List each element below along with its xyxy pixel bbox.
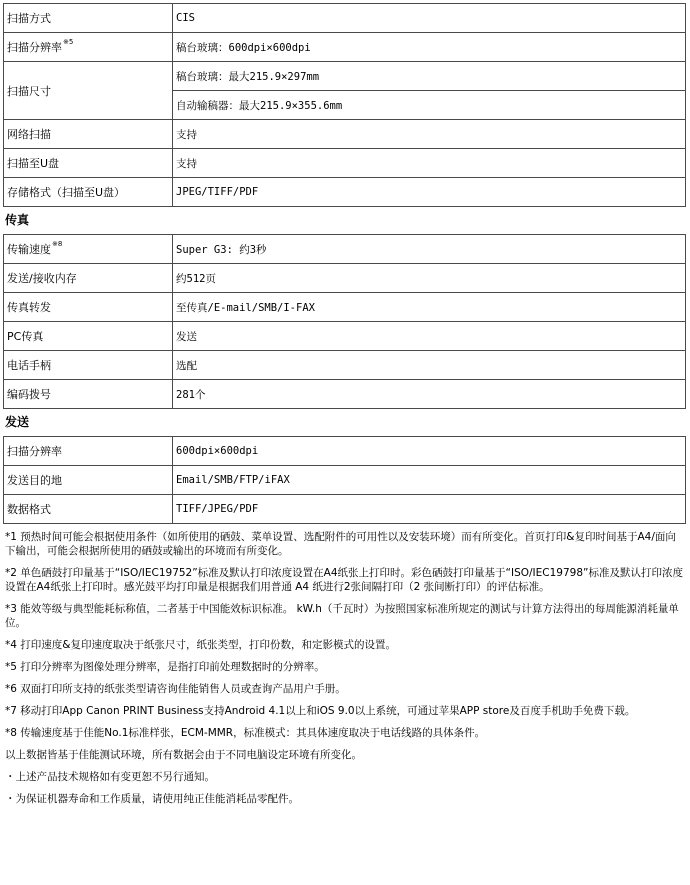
- spec-key-text: 扫描方式: [7, 12, 51, 25]
- table-row: [4, 264, 686, 293]
- spec-key-text: 传真转发: [7, 301, 51, 314]
- spec-key: [4, 495, 173, 524]
- spec-value: 281个: [173, 380, 686, 409]
- spec-key-text: 传输速度: [7, 243, 51, 256]
- table-row: [4, 178, 686, 207]
- table-row: [4, 322, 686, 351]
- spec-value: 约512页: [173, 264, 686, 293]
- disclaimer: 以上数据皆基于佳能测试环境，所有数据会由于不同电脑设定环境有所变化。: [5, 749, 362, 761]
- spec-key: [4, 33, 173, 62]
- spec-value: 发送: [173, 322, 686, 351]
- spec-key: [4, 235, 173, 264]
- spec-value: JPEG/TIFF/PDF: [173, 178, 686, 207]
- table-row: [4, 33, 686, 62]
- scan-spec-table: [3, 3, 686, 207]
- spec-key-text: 编码拨号: [7, 388, 51, 401]
- footnote: *6 双面打印所支持的纸张类型请咨询佳能销售人员或查询产品用户手册。: [5, 683, 346, 695]
- table-row: [4, 235, 686, 264]
- spec-value: 稿台玻璃：最大215.9×297mm: [173, 62, 686, 91]
- spec-key: [4, 178, 173, 207]
- spec-value: 支持: [173, 149, 686, 178]
- spec-key-text: PC传真: [7, 330, 44, 343]
- spec-value: 至传真/E-mail/SMB/I-FAX: [173, 293, 686, 322]
- bullet-note: ・上述产品技术规格如有变更恕不另行通知。: [5, 771, 215, 783]
- table-row: [4, 62, 686, 91]
- footnote: *7 移动打印App Canon PRINT Business支持Android 4.1以上和iOS 9.0以上系统，可通过苹果APP store及百度手机助手免费下载。: [5, 705, 636, 717]
- table-row: [4, 293, 686, 322]
- spec-value: Email/SMB/FTP/iFAX: [173, 466, 686, 495]
- spec-value: 选配: [173, 351, 686, 380]
- footnote: *8 传输速度基于佳能No.1标准样张，ECM-MMR，标准模式：其具体速度取决于电话线路的具体条件。: [5, 727, 486, 739]
- table-row: [4, 149, 686, 178]
- spec-key: [4, 120, 173, 149]
- spec-value: Super G3: 约3秒: [173, 235, 686, 264]
- table-row: [4, 437, 686, 466]
- spec-key: [4, 351, 173, 380]
- spec-key-text: 网络扫描: [7, 128, 51, 141]
- spec-value: CIS: [173, 4, 686, 33]
- table-row: [4, 351, 686, 380]
- footnote-mark: ※8: [52, 240, 63, 248]
- spec-page: [3, 3, 686, 814]
- table-row: [4, 495, 686, 524]
- footnote: *3 能效等级与典型能耗标称值，二者基于中国能效标识标准。 kW.h（千瓦时）为按照国家标准所规定的测试与计算方法得出的每周能源消耗量单位。: [5, 603, 679, 629]
- spec-key-text: 发送/接收内存: [7, 272, 77, 285]
- fax-spec-table: [3, 234, 686, 409]
- table-row: [4, 380, 686, 409]
- table-row: [4, 466, 686, 495]
- spec-key: [4, 62, 173, 120]
- section-title-fax: 传真: [5, 213, 30, 227]
- spec-key: [4, 322, 173, 351]
- spec-key: [4, 293, 173, 322]
- table-row: [4, 120, 686, 149]
- footnote: *4 打印速度&复印速度取决于纸张尺寸，纸张类型，打印份数，和定影模式的设置。: [5, 639, 396, 651]
- spec-key-text: 扫描分辨率: [7, 445, 62, 458]
- spec-key-text: 存储格式（扫描至U盘）: [7, 186, 126, 199]
- section-title-send: 发送: [5, 415, 30, 429]
- spec-key: [4, 437, 173, 466]
- spec-value: TIFF/JPEG/PDF: [173, 495, 686, 524]
- spec-key: [4, 466, 173, 495]
- spec-key-text: 数据格式: [7, 503, 51, 516]
- footnote: *2 单色硒鼓打印量基于“ISO/IEC19752”标准及默认打印浓度设置在A4纸张上打印时。彩色硒鼓打印量基于“ISO/IEC19798”标准及默认打印浓度设置在A4纸张上打印时。感光鼓平均打印量是根据我们用普通 A4 纸进行2张间隔打印（2 张间断打印）的评估标准。: [5, 567, 683, 593]
- spec-key-text: 扫描分辨率: [7, 41, 62, 54]
- footnote-mark: ※5: [63, 38, 74, 46]
- spec-key-text: 扫描尺寸: [7, 84, 51, 98]
- table-row: [4, 4, 686, 33]
- footnote: *5 打印分辨率为图像处理分辨率，是指打印前处理数据时的分辨率。: [5, 661, 325, 673]
- spec-key-text: 扫描至U盘: [7, 157, 60, 170]
- spec-key: [4, 149, 173, 178]
- bullet-note: ・为保证机器寿命和工作质量，请使用纯正佳能消耗品零配件。: [5, 793, 299, 805]
- spec-value: 自动输稿器：最大215.9×355.6mm: [173, 91, 686, 120]
- footnote: *1 预热时间可能会根据使用条件（如所使用的硒鼓、菜单设置、选配附件的可用性以及安装环境）而有所变化。首页打印&复印时间基于A4/面向下输出，可能会根据所使用的硒鼓或输出的环境而有所变化。: [5, 531, 676, 557]
- spec-value: 稿台玻璃：600dpi×600dpi: [173, 33, 686, 62]
- send-spec-table: [3, 436, 686, 524]
- spec-key: [4, 264, 173, 293]
- spec-key-text: 电话手柄: [7, 359, 51, 372]
- spec-key-text: 发送目的地: [7, 474, 62, 487]
- spec-value: 600dpi×600dpi: [173, 437, 686, 466]
- footnotes: [3, 530, 686, 806]
- spec-value: 支持: [173, 120, 686, 149]
- spec-key: [4, 380, 173, 409]
- spec-key: [4, 4, 173, 33]
